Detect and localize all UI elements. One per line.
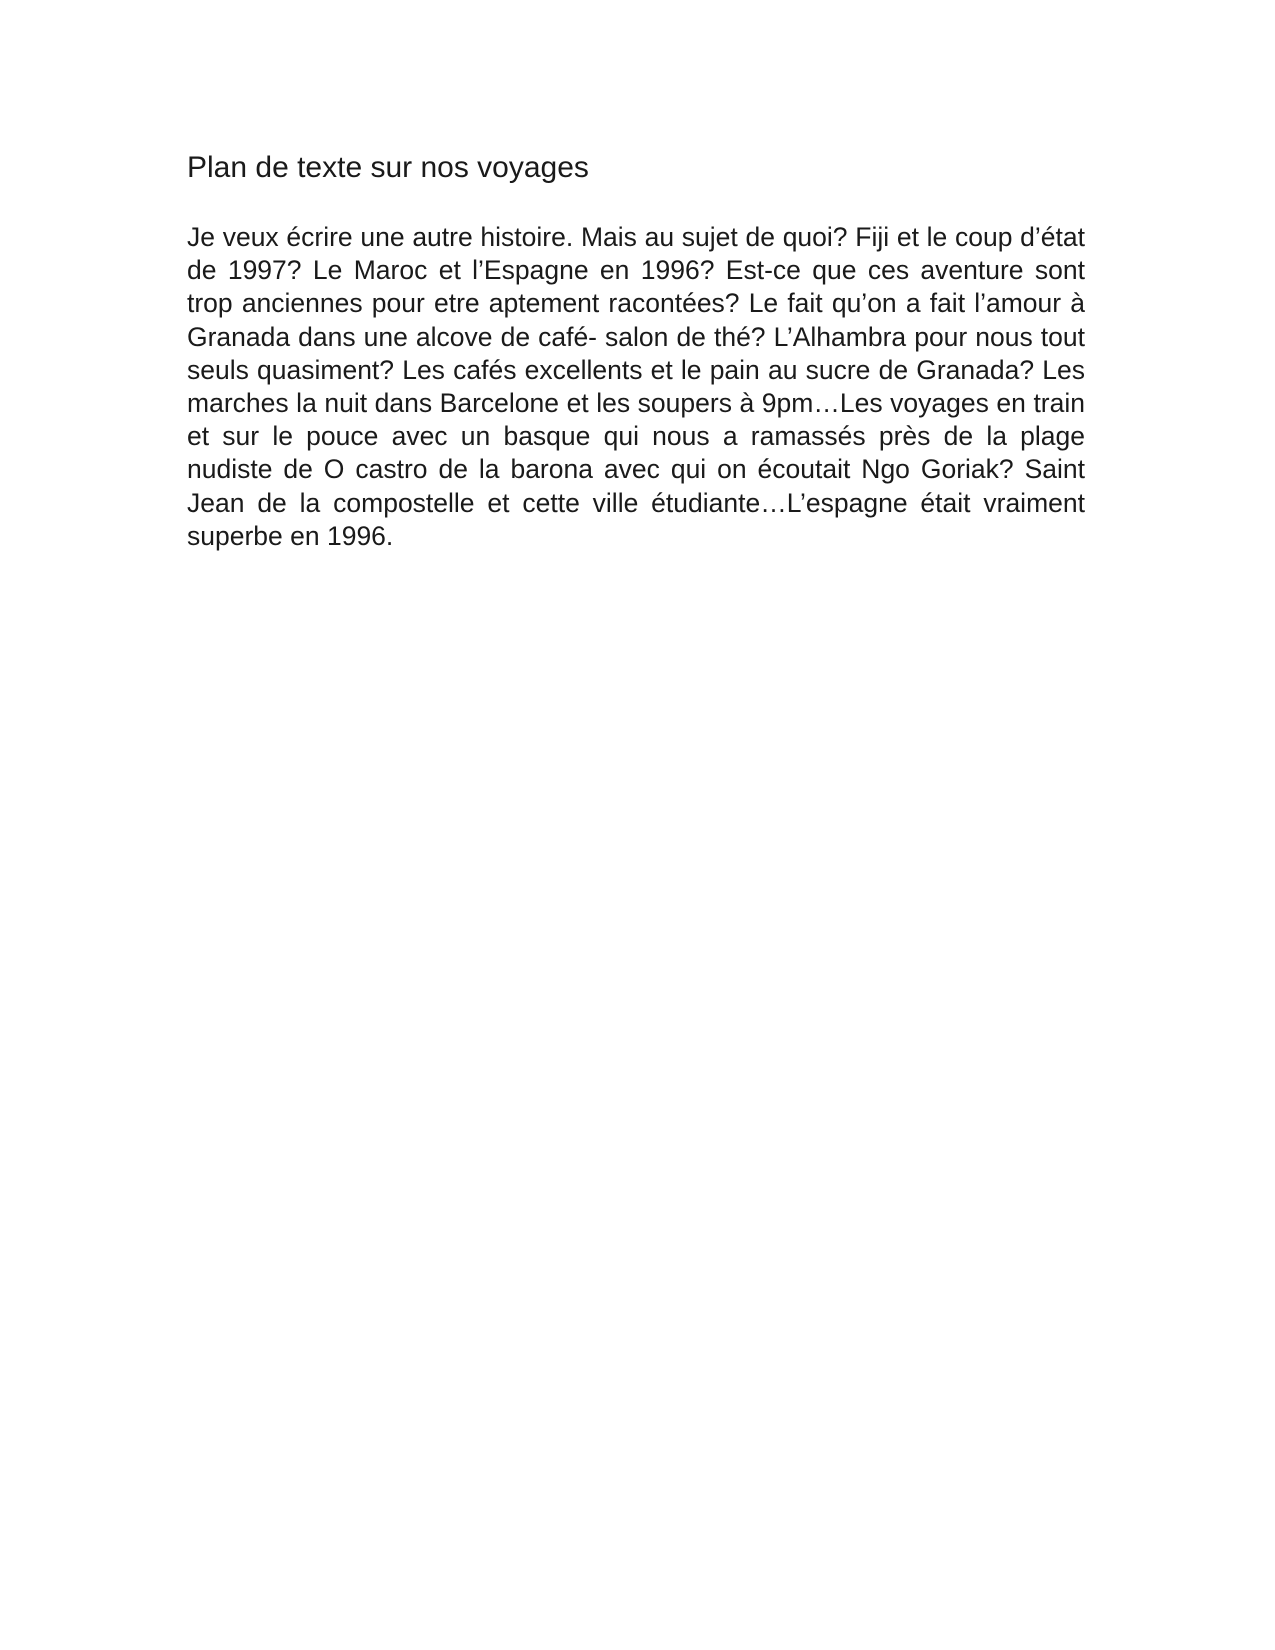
document-title: Plan de texte sur nos voyages	[187, 151, 589, 184]
document-paragraph: Je veux écrire une autre histoire. Mais au sujet de quoi? Fiji et le coup d’état de 1997? Le Maroc et l’Espagne en 1996? Est-ce que ces aventure sont trop anciennes pour etre aptement racontées? Le fait qu’on a fait l’amour à Granada dans une alcove de café- salon de thé? L’Alhambra pour nous tout seuls quasiment? Les cafés excellents et le pain au sucre de Granada? Les marches la nuit dans Barcelone et les soupers à 9pm…Les voyages en train et sur le pouce avec un basque qui nous a ramassés près de la plage nudiste de O castro de la barona avec qui on écoutait Ngo Goriak? Saint Jean de la compostelle et cette ville étudiante…L’espagne était vraiment superbe en 1996.	[187, 222, 1085, 551]
